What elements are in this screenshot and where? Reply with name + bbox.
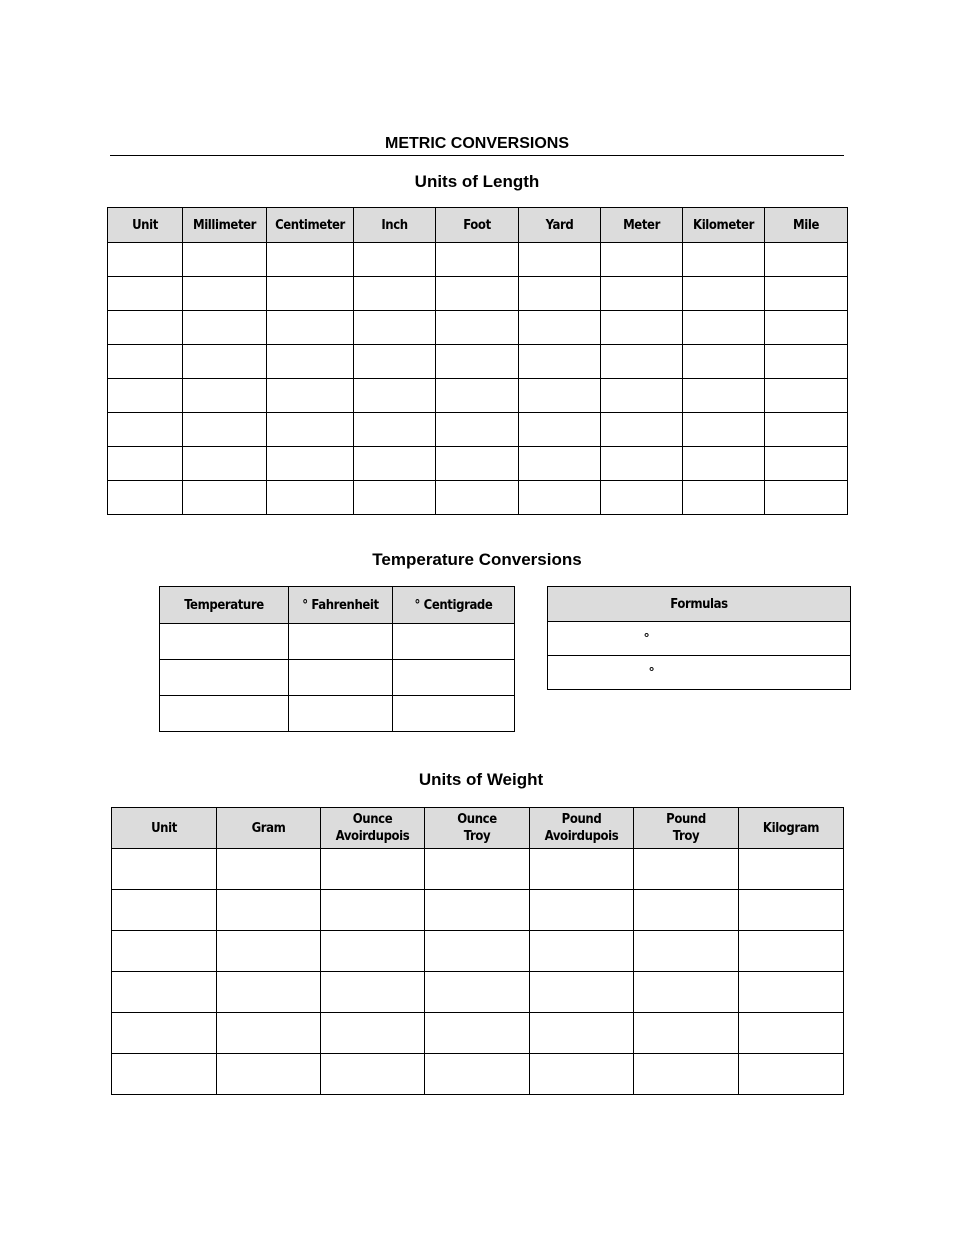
table-cell — [634, 972, 739, 1013]
table-cell — [601, 345, 683, 379]
table-cell — [289, 696, 393, 732]
table-cell — [217, 1013, 321, 1054]
length-header-centimeter: Centimeter — [267, 208, 354, 243]
table-cell — [183, 379, 267, 413]
table-cell — [519, 413, 601, 447]
table-cell — [601, 413, 683, 447]
table-cell — [634, 1013, 739, 1054]
table-cell — [739, 890, 844, 931]
table-cell — [530, 890, 634, 931]
table-cell — [425, 1054, 530, 1095]
length-table — [107, 207, 848, 515]
temperature-table-row — [160, 696, 515, 732]
table-cell — [683, 447, 765, 481]
weight-header-unit: Unit — [112, 808, 217, 849]
table-cell — [436, 345, 519, 379]
table-cell — [765, 345, 848, 379]
temperature-table-row — [160, 624, 515, 660]
table-cell — [530, 931, 634, 972]
table-cell — [519, 481, 601, 515]
temperature-table-row — [160, 660, 515, 696]
length-header-foot: Foot — [436, 208, 519, 243]
table-cell — [601, 379, 683, 413]
table-cell — [683, 277, 765, 311]
table-cell — [112, 972, 217, 1013]
table-cell — [683, 413, 765, 447]
length-header-inch: Inch — [354, 208, 436, 243]
centigrade-header: ° Centigrade — [393, 587, 515, 624]
table-cell — [425, 1013, 530, 1054]
table-cell — [519, 311, 601, 345]
table-cell — [683, 345, 765, 379]
formula-cell — [548, 656, 851, 690]
table-cell — [634, 849, 739, 890]
table-cell — [683, 243, 765, 277]
table-cell — [519, 243, 601, 277]
length-table-row — [108, 447, 848, 481]
table-cell — [354, 277, 436, 311]
temperature-header: Temperature — [160, 587, 289, 624]
table-cell — [765, 311, 848, 345]
table-cell — [112, 1013, 217, 1054]
weight-table — [111, 807, 844, 1095]
table-cell — [354, 243, 436, 277]
table-cell — [739, 931, 844, 972]
table-cell — [108, 243, 183, 277]
table-cell — [601, 447, 683, 481]
table-cell — [217, 931, 321, 972]
table-cell — [634, 890, 739, 931]
table-cell — [601, 277, 683, 311]
weight-header-pound-troy: Pound Troy — [634, 808, 739, 849]
table-cell — [267, 311, 354, 345]
length-table-row — [108, 413, 848, 447]
table-cell — [321, 890, 425, 931]
table-cell — [683, 379, 765, 413]
table-cell — [634, 931, 739, 972]
table-cell — [436, 311, 519, 345]
table-cell — [530, 972, 634, 1013]
table-cell — [530, 1013, 634, 1054]
table-cell — [267, 345, 354, 379]
table-cell — [183, 243, 267, 277]
table-cell — [112, 849, 217, 890]
weight-section-title: Units of Weight — [418, 770, 544, 789]
table-cell — [183, 311, 267, 345]
table-cell — [183, 481, 267, 515]
table-cell — [321, 931, 425, 972]
table-cell — [289, 660, 393, 696]
weight-header-gram: Gram — [217, 808, 321, 849]
weight-header-kilogram: Kilogram — [739, 808, 844, 849]
table-cell — [436, 379, 519, 413]
table-cell — [765, 413, 848, 447]
table-cell — [436, 447, 519, 481]
table-cell — [601, 243, 683, 277]
length-header-kilometer: Kilometer — [683, 208, 765, 243]
length-header-mile: Mile — [765, 208, 848, 243]
table-cell — [765, 481, 848, 515]
table-cell — [436, 413, 519, 447]
table-cell — [436, 277, 519, 311]
table-cell — [739, 849, 844, 890]
table-cell — [160, 624, 289, 660]
table-cell — [436, 243, 519, 277]
length-table-row — [108, 345, 848, 379]
table-cell — [217, 849, 321, 890]
table-cell — [108, 311, 183, 345]
length-table-row — [108, 379, 848, 413]
weight-header-pound-avoirdupois: Pound Avoirdupois — [530, 808, 634, 849]
table-cell — [354, 345, 436, 379]
table-cell — [321, 849, 425, 890]
table-cell — [354, 413, 436, 447]
length-section-title: Units of Length — [414, 172, 540, 191]
table-cell — [183, 277, 267, 311]
table-cell — [393, 624, 515, 660]
table-cell — [108, 277, 183, 311]
table-cell — [112, 1054, 217, 1095]
table-cell — [321, 1054, 425, 1095]
table-cell — [217, 1054, 321, 1095]
table-cell — [108, 379, 183, 413]
weight-header-ounce-avoirdupois: Ounce Avoirdupois — [321, 808, 425, 849]
formula-cell — [548, 622, 851, 656]
table-cell — [108, 345, 183, 379]
weight-table-row — [112, 1013, 844, 1054]
table-cell — [160, 696, 289, 732]
table-cell — [765, 447, 848, 481]
length-table-row — [108, 481, 848, 515]
length-header-yard: Yard — [519, 208, 601, 243]
weight-table-row — [112, 931, 844, 972]
table-cell — [267, 277, 354, 311]
table-cell — [765, 243, 848, 277]
table-cell — [217, 890, 321, 931]
table-cell — [267, 413, 354, 447]
table-cell — [530, 1054, 634, 1095]
table-cell — [354, 311, 436, 345]
length-header-unit: Unit — [108, 208, 183, 243]
table-cell — [683, 311, 765, 345]
table-cell — [601, 311, 683, 345]
table-cell — [739, 1013, 844, 1054]
table-cell — [436, 481, 519, 515]
table-cell — [425, 890, 530, 931]
table-cell — [267, 447, 354, 481]
table-cell — [108, 481, 183, 515]
table-cell — [217, 972, 321, 1013]
formulas-header: Formulas — [548, 587, 851, 622]
table-cell — [425, 972, 530, 1013]
table-cell — [267, 243, 354, 277]
table-cell — [321, 972, 425, 1013]
table-cell — [108, 447, 183, 481]
weight-header-ounce-troy: Ounce Troy — [425, 808, 530, 849]
table-cell — [601, 481, 683, 515]
temperature-section-title: Temperature Conversions — [372, 550, 582, 569]
table-cell — [112, 931, 217, 972]
temperature-table — [159, 586, 515, 732]
table-cell — [530, 849, 634, 890]
table-cell — [519, 447, 601, 481]
length-header-meter: Meter — [601, 208, 683, 243]
table-cell — [321, 1013, 425, 1054]
table-cell — [519, 345, 601, 379]
table-cell — [683, 481, 765, 515]
weight-table-row — [112, 972, 844, 1013]
weight-table-row — [112, 849, 844, 890]
length-table-row — [108, 311, 848, 345]
degree-symbol: ° — [649, 664, 655, 679]
table-cell — [634, 1054, 739, 1095]
table-cell — [160, 660, 289, 696]
degree-symbol: ° — [644, 630, 650, 645]
formulas-table — [547, 586, 851, 690]
table-cell — [354, 447, 436, 481]
table-cell — [425, 931, 530, 972]
table-cell — [425, 849, 530, 890]
page-title: METRIC CONVERSIONS — [110, 133, 844, 156]
table-cell — [393, 696, 515, 732]
fahrenheit-header: ° Fahrenheit — [289, 587, 393, 624]
table-cell — [354, 481, 436, 515]
table-cell — [289, 624, 393, 660]
table-cell — [108, 413, 183, 447]
table-cell — [519, 277, 601, 311]
table-cell — [739, 1054, 844, 1095]
table-cell — [183, 447, 267, 481]
table-cell — [393, 660, 515, 696]
table-cell — [354, 379, 436, 413]
table-cell — [765, 379, 848, 413]
table-cell — [519, 379, 601, 413]
length-table-row — [108, 277, 848, 311]
table-cell — [112, 890, 217, 931]
length-header-millimeter: Millimeter — [183, 208, 267, 243]
weight-table-row — [112, 890, 844, 931]
table-cell — [183, 413, 267, 447]
table-cell — [739, 972, 844, 1013]
table-cell — [267, 481, 354, 515]
table-cell — [267, 379, 354, 413]
weight-table-row — [112, 1054, 844, 1095]
table-cell — [183, 345, 267, 379]
length-table-row — [108, 243, 848, 277]
table-cell — [765, 277, 848, 311]
